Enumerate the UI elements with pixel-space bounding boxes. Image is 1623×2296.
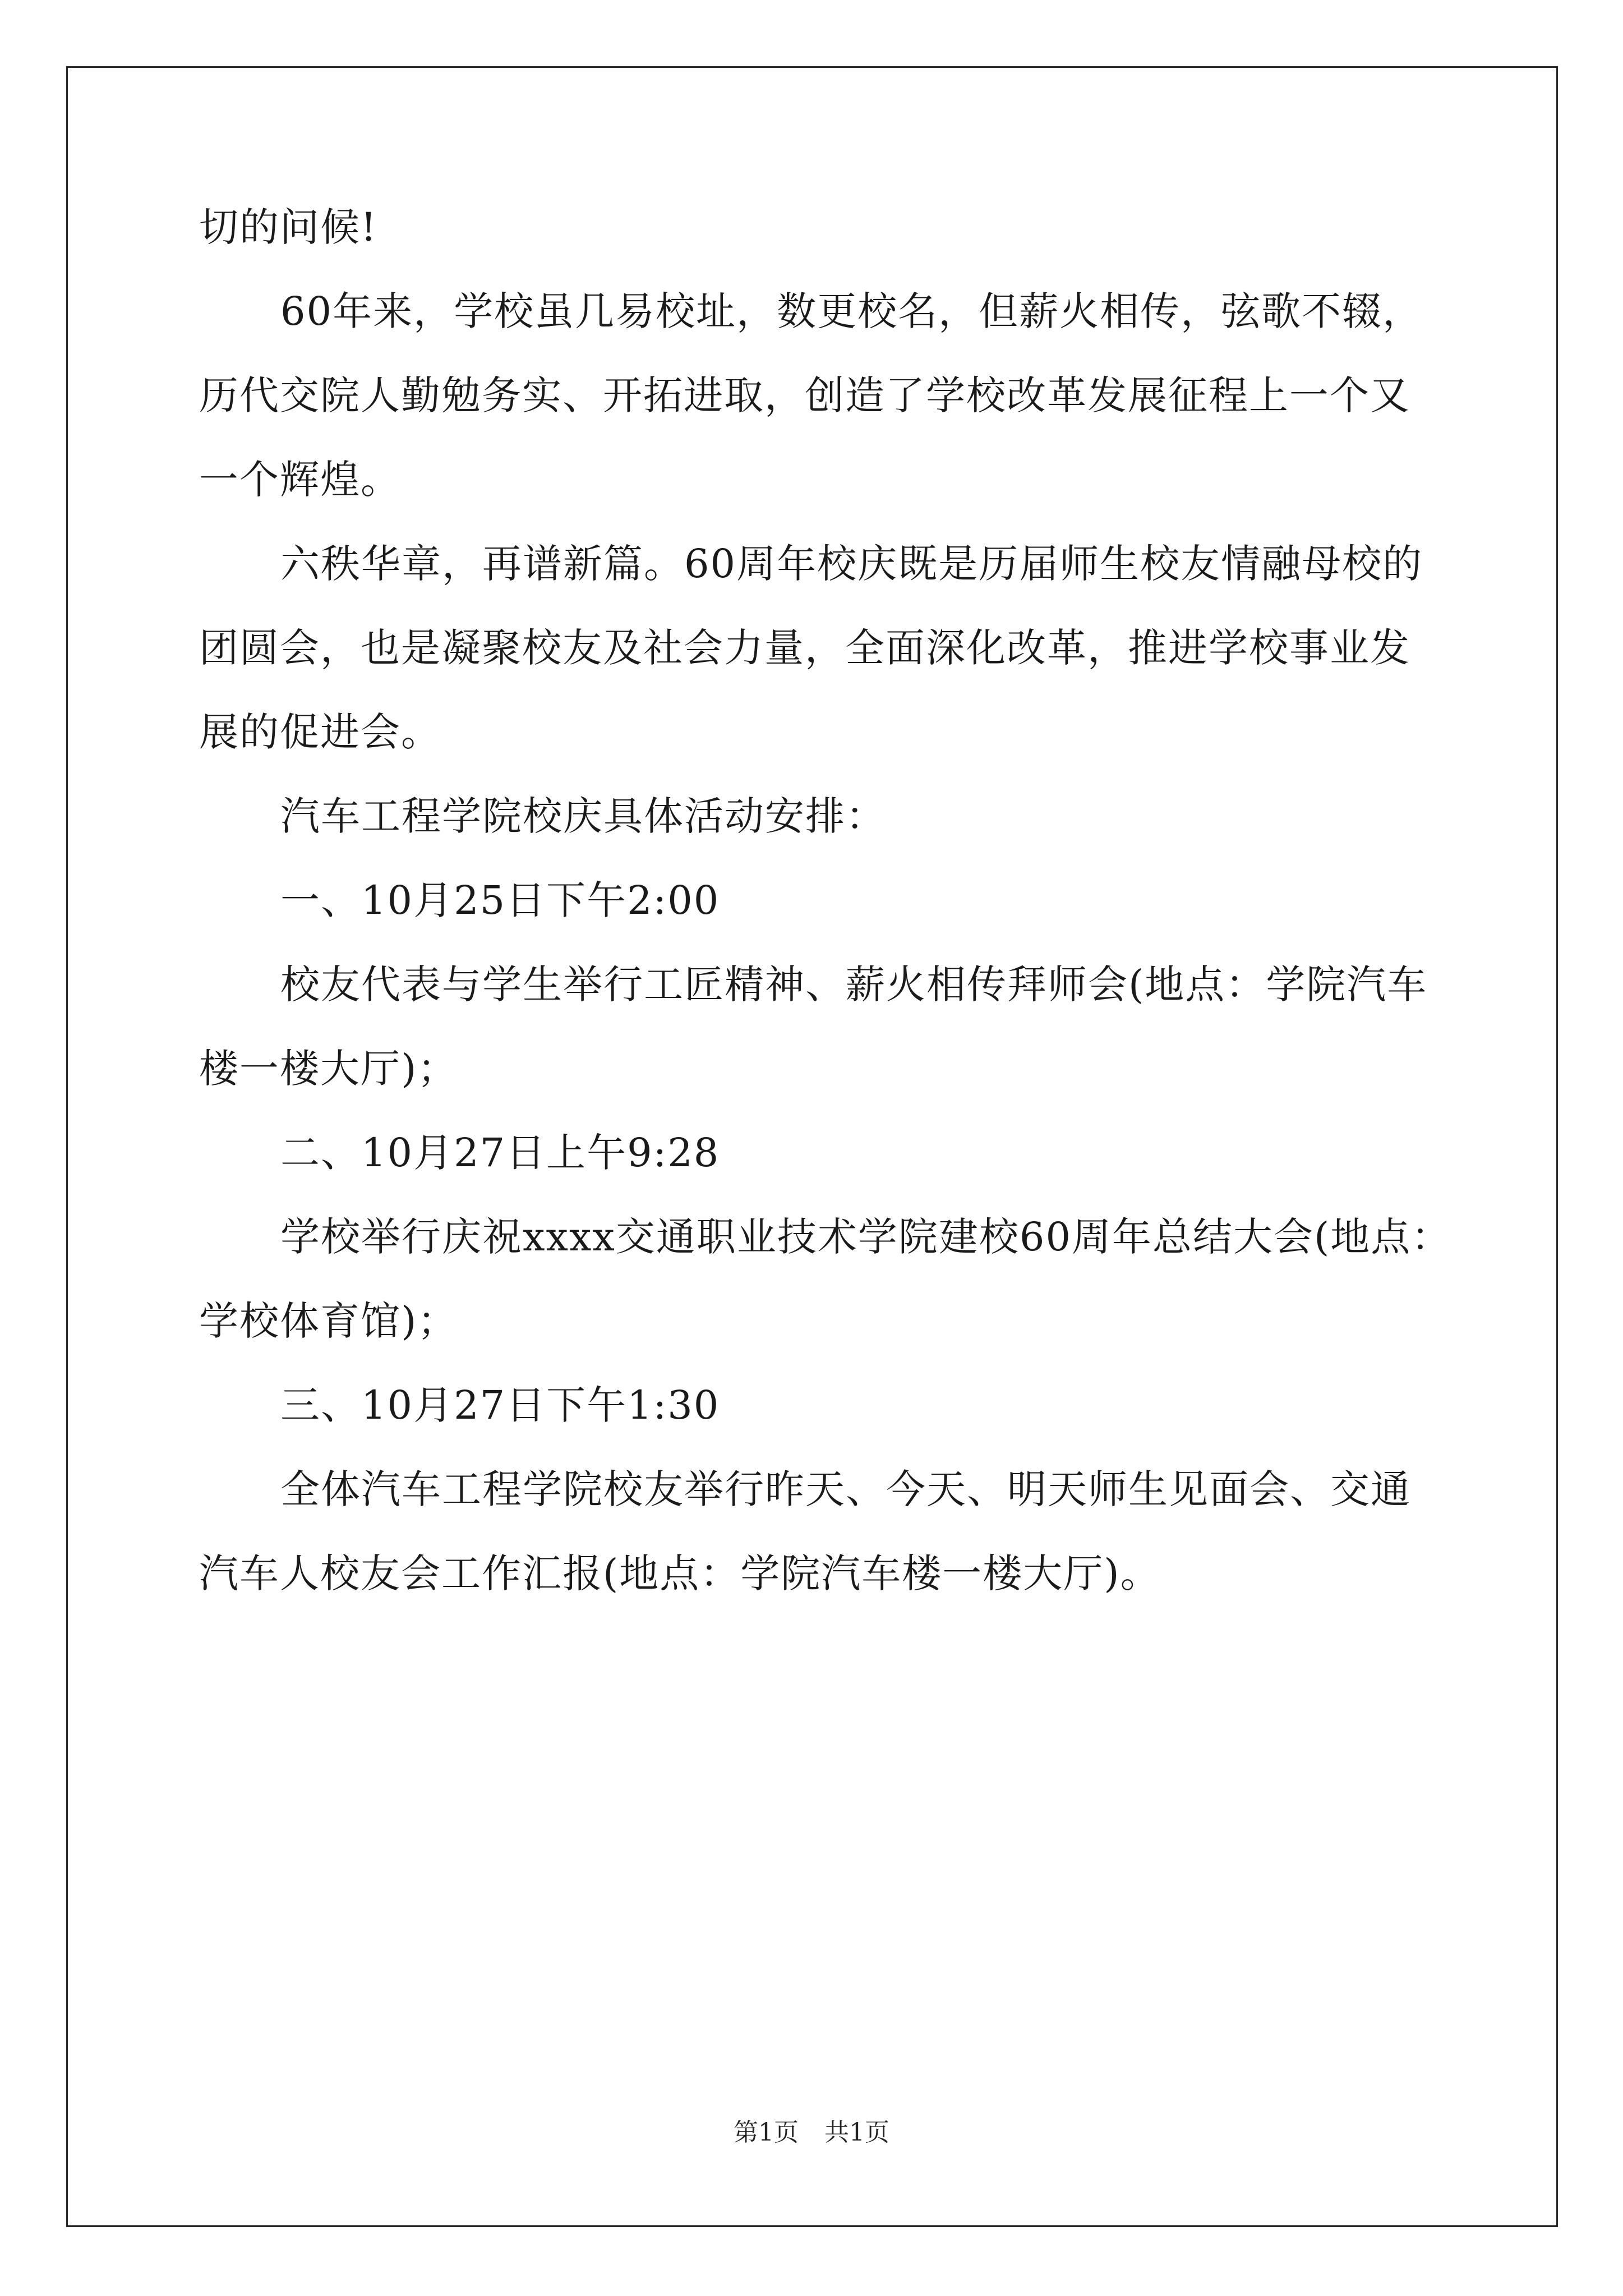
text-line: 一、10月25日下午2:00 — [280, 877, 720, 923]
text-line: 汽车人校友会工作汇报(地点：学院汽车楼一楼大厅)。 — [199, 1550, 1161, 1596]
text-line: 学校体育馆)； — [199, 1298, 458, 1344]
page-footer — [0, 2116, 1623, 2150]
text-line: 60年来，学校虽几易校址，数更校名，但薪火相传，弦歌不辍， — [280, 288, 1423, 334]
text-line: 切的问候! — [199, 204, 378, 250]
text-line: 学校举行庆祝xxxx交通职业技术学院建校60周年总结大会(地点： — [280, 1214, 1452, 1260]
text-line: 楼一楼大厅)； — [199, 1046, 458, 1092]
text-line: 校友代表与学生举行工匠精神、薪火相传拜师会(地点：学院汽车 — [280, 961, 1428, 1007]
text-line: 全体汽车工程学院校友举行昨天、今天、明天师生见面会、交通 — [280, 1466, 1411, 1512]
text-line: 二、10月27日上午9:28 — [280, 1130, 720, 1176]
text-line: 三、10月27日下午1:30 — [280, 1382, 720, 1428]
text-line: 六秩华章，再谱新篇。60周年校庆既是历届师生校友情融母校的 — [280, 541, 1423, 587]
text-line: 历代交院人勤勉务实、开拓进取，创造了学校改革发展征程上一个又 — [199, 372, 1410, 418]
page-number-current: 第1页 — [734, 2118, 799, 2147]
text-line: 团圆会，也是凝聚校友及社会力量，全面深化改革，推进学校事业发 — [199, 625, 1410, 671]
text-line: 汽车工程学院校庆具体活动安排： — [280, 793, 886, 839]
text-line: 展的促进会。 — [199, 709, 441, 755]
text-line: 一个辉煌。 — [199, 457, 401, 503]
page-number-total: 共1页 — [824, 2118, 889, 2147]
